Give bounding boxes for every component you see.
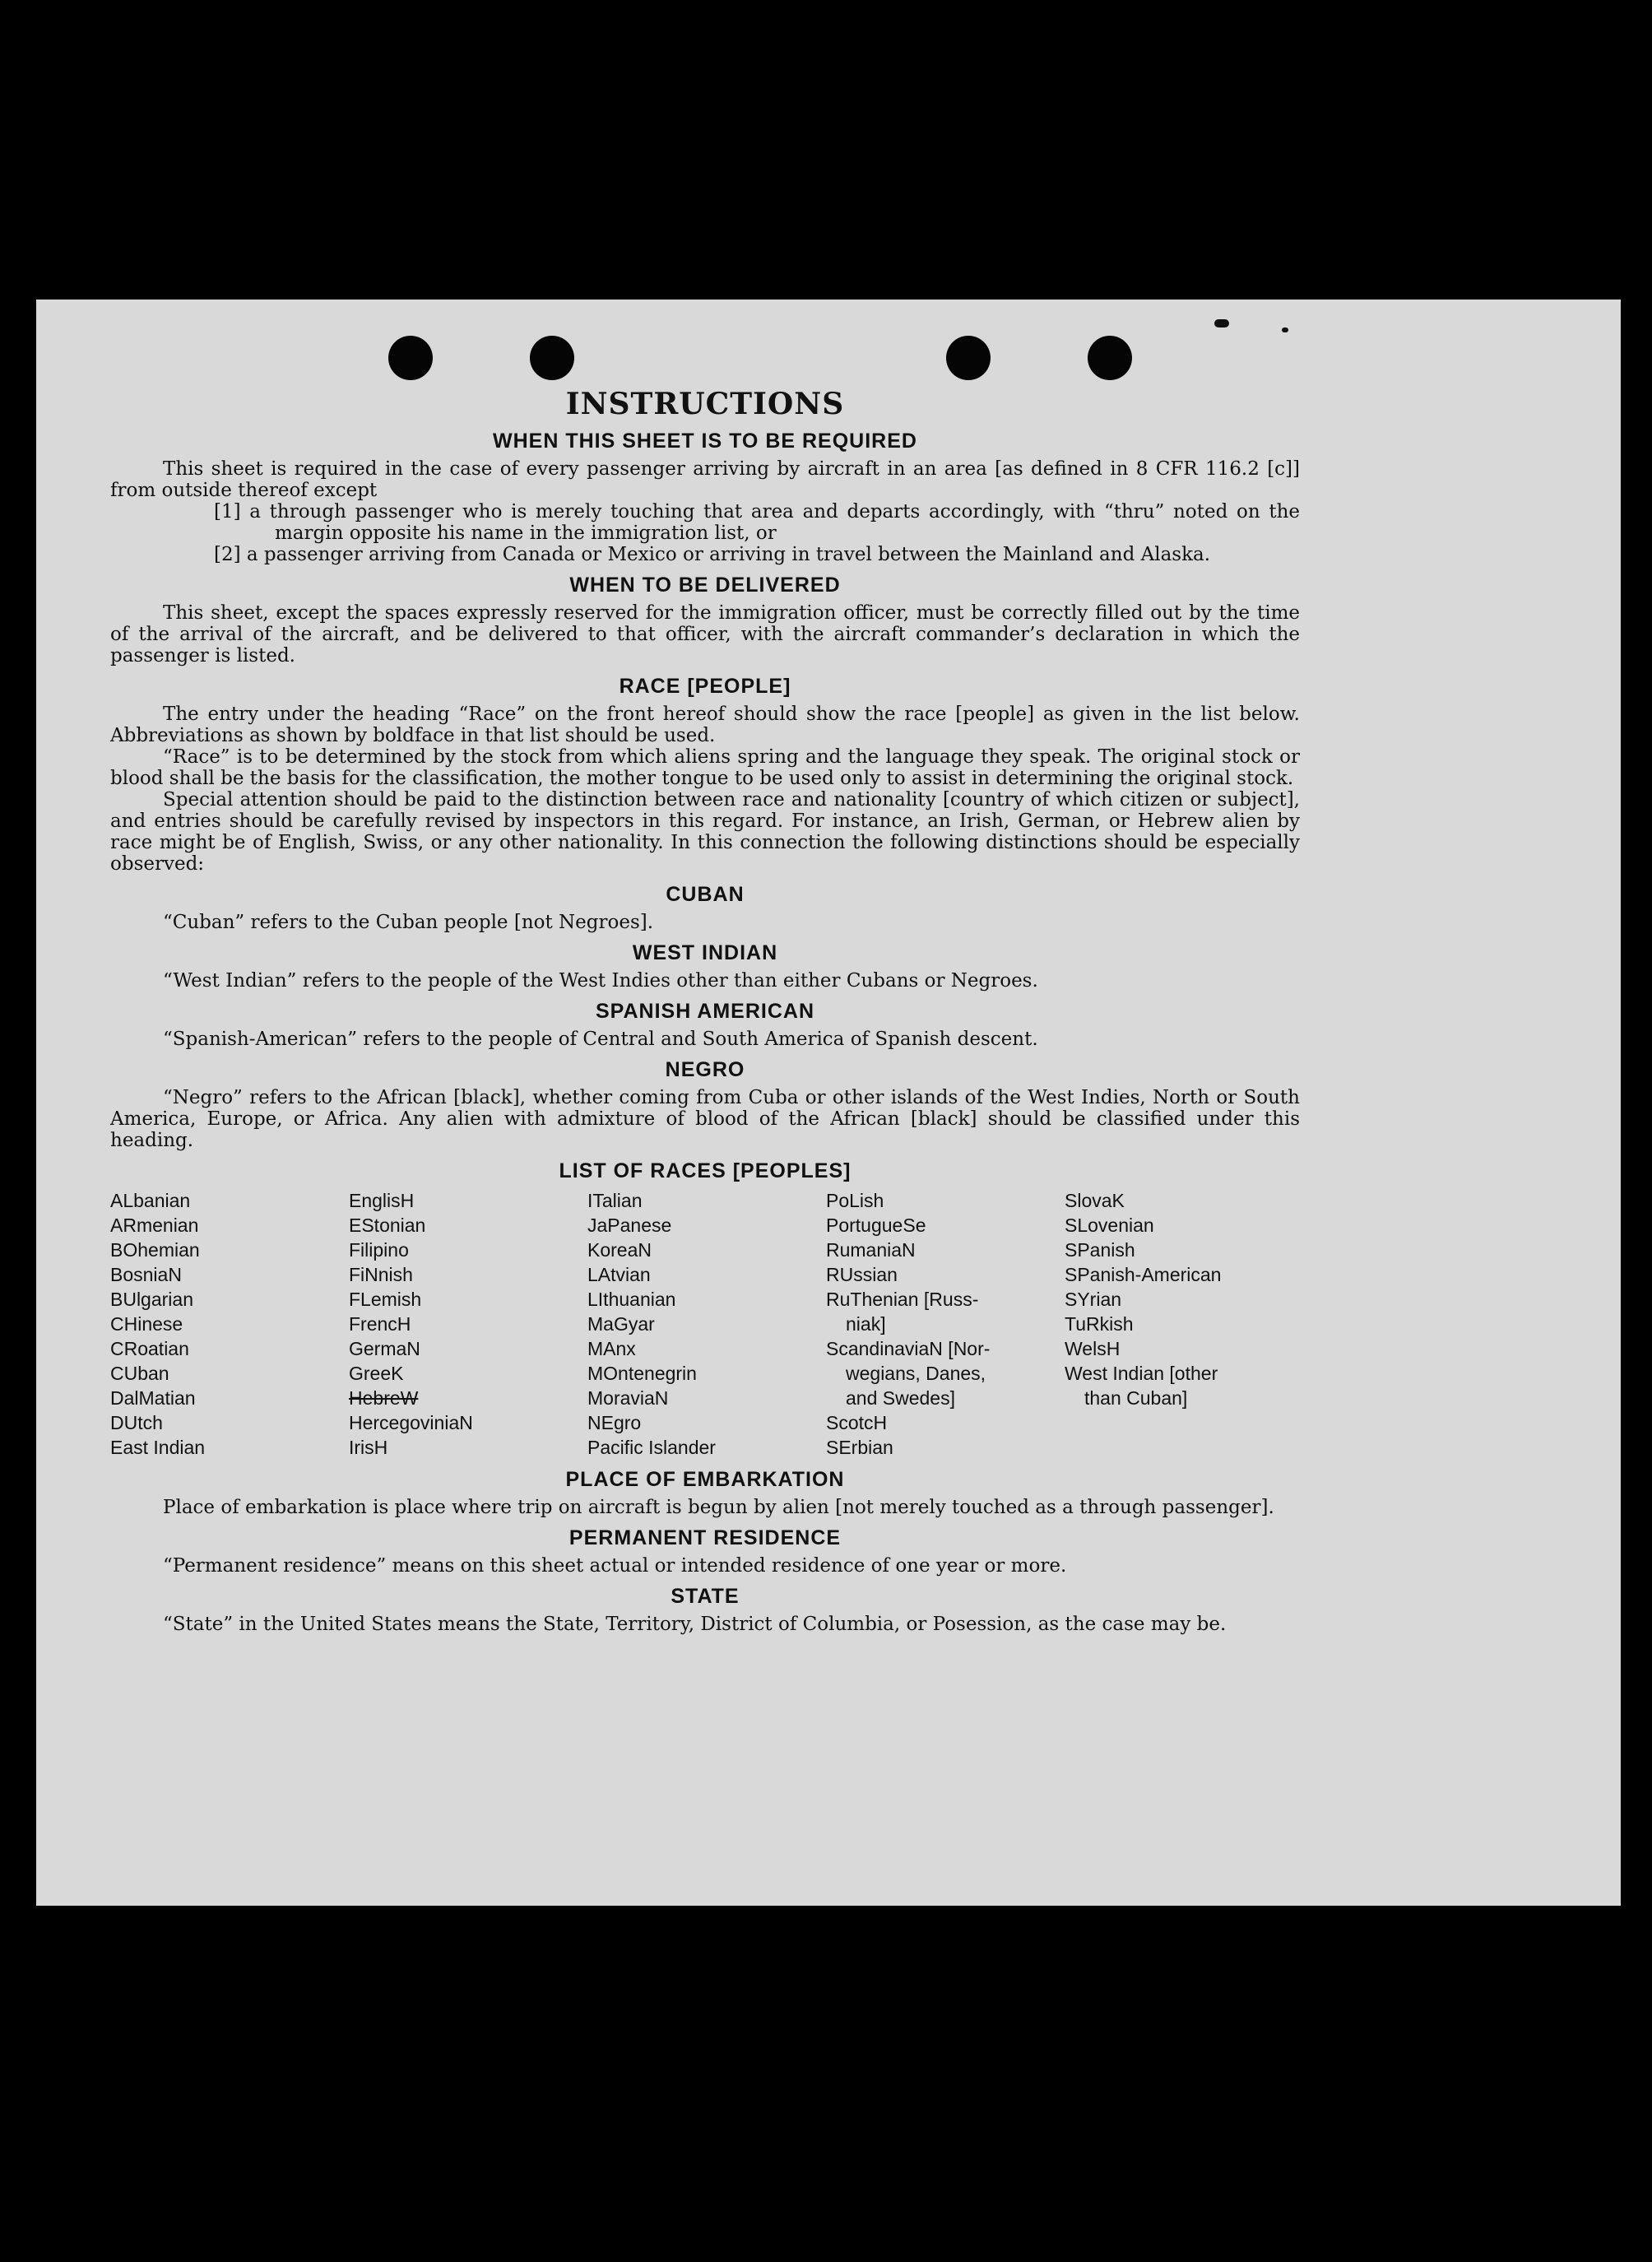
race-item: ScotcH (826, 1412, 888, 1433)
race-item: FiNnish (349, 1264, 413, 1285)
page-title: INSTRUCTIONS (565, 387, 845, 421)
race-item: FLemish (349, 1289, 422, 1310)
race-item: SPanish (1065, 1239, 1135, 1261)
race-item: SLovenian (1065, 1215, 1154, 1236)
race-item: CHinese (110, 1313, 183, 1335)
race-item: Pacific Islander (587, 1437, 716, 1458)
race-item: KoreaN (587, 1239, 652, 1261)
race-item: Filipino (349, 1239, 409, 1261)
list-item: [1] a through passenger who is merely touching that area and departs accordingly, with “thru” noted on the margin opposite his name in the immigration list, or (214, 501, 1300, 544)
section-heading: RACE [PEOPLE] (619, 675, 791, 698)
race-item: BUlgarian (110, 1289, 193, 1310)
race-item: GermaN (349, 1338, 420, 1359)
race-item: EnglisH (349, 1190, 415, 1211)
race-item: SErbian (826, 1437, 893, 1458)
races-column (1065, 1188, 1303, 1460)
section-heading: WHEN TO BE DELIVERED (569, 574, 841, 597)
race-item: DalMatian (110, 1387, 196, 1409)
race-item: EStonian (349, 1215, 426, 1236)
race-item: niak] (846, 1313, 886, 1335)
paragraph: “Spanish-American” refers to the people of Central and South America of Spanish descent. (163, 1029, 1038, 1050)
race-item: FrencH (349, 1313, 411, 1335)
race-item: SlovaK (1065, 1190, 1125, 1211)
race-item-struck: HebreW (349, 1387, 419, 1409)
race-item: RUssian (826, 1264, 898, 1285)
race-item: WelsH (1065, 1338, 1121, 1359)
race-item: LIthuanian (587, 1289, 676, 1310)
race-item: ScandinaviaN [Nor- (826, 1338, 991, 1359)
race-item: CUban (110, 1363, 169, 1384)
race-item: MoraviaN (587, 1387, 669, 1409)
section-heading: PLACE OF EMBARKATION (565, 1468, 845, 1491)
races-column (349, 1188, 587, 1460)
paragraph: “Permanent residence” means on this sheet actual or intended residence of one year or more. (163, 1555, 1067, 1577)
section-heading: WEST INDIAN (632, 941, 778, 964)
list-item: [2] a passenger arriving from Canada or Mexico or arriving in travel between the Mainland and Alaska. (214, 544, 1211, 565)
race-item: ALbanian (110, 1190, 191, 1211)
document-sheet (36, 300, 1621, 1906)
paragraph: The entry under the heading “Race” on the front hereof should show the race [people] as given in the list below. Abbreviations as shown by boldface in that list should be used. (110, 704, 1300, 746)
paragraph: “Negro” refers to the African [black], whether coming from Cuba or other islands of the West Indies, North or South America, Europe, or Africa. Any alien with admixture of blood of the African [black] should be classified under this heading. (110, 1087, 1300, 1151)
punch-hole (1088, 336, 1132, 380)
race-item: IrisH (349, 1437, 388, 1458)
race-item: BosniaN (110, 1264, 182, 1285)
race-item: West Indian [other (1065, 1363, 1218, 1384)
race-item: East Indian (110, 1437, 206, 1458)
race-item: RuThenian [Russ- (826, 1289, 979, 1310)
race-item: CRoatian (110, 1338, 189, 1359)
race-item: MAnx (587, 1338, 636, 1359)
paragraph: “Cuban” refers to the Cuban people [not Negroes]. (163, 912, 654, 933)
paragraph: “State” in the United States means the State, Territory, District of Columbia, or Posession, as the case may be. (163, 1614, 1227, 1635)
race-item: than Cuban] (1084, 1387, 1188, 1409)
race-item: NEgro (587, 1412, 642, 1433)
punch-hole (388, 336, 433, 380)
race-item: BOhemian (110, 1239, 200, 1261)
races-column (110, 1188, 349, 1460)
race-item: PoLish (826, 1190, 884, 1211)
paragraph: “Race” is to be determined by the stock from which aliens spring and the language they speak. The original stock or blood shall be the basis for the classification, the mother tongue to be used only to assist in determining the original stock. (110, 746, 1300, 789)
race-item: MOntenegrin (587, 1363, 697, 1384)
section-heading: SPANISH AMERICAN (595, 1000, 814, 1023)
race-item: TuRkish (1065, 1313, 1134, 1335)
race-item: HercegoviniaN (349, 1412, 473, 1433)
race-item: DUtch (110, 1412, 163, 1433)
ink-mark (1282, 327, 1288, 332)
punch-hole (946, 336, 991, 380)
race-item: and Swedes] (846, 1387, 955, 1409)
races-column (826, 1188, 1065, 1460)
paragraph: This sheet is required in the case of every passenger arriving by aircraft in an area [as defined in 8 CFR 116.2 [c]] from outside thereof except (110, 458, 1300, 501)
punch-hole (530, 336, 574, 380)
section-heading: NEGRO (665, 1058, 745, 1081)
paragraph: Place of embarkation is place where trip on aircraft is begun by alien [not merely touched as a through passenger]. (163, 1497, 1274, 1518)
race-item: LAtvian (587, 1264, 651, 1285)
race-item: SPanish-American (1065, 1264, 1222, 1285)
race-item: RumaniaN (826, 1239, 916, 1261)
ink-mark (1214, 319, 1229, 327)
section-heading: CUBAN (666, 883, 745, 906)
race-item: SYrian (1065, 1289, 1122, 1310)
race-item: ARmenian (110, 1215, 199, 1236)
paragraph: “West Indian” refers to the people of the West Indies other than either Cubans or Negroes. (163, 970, 1038, 992)
paragraph: Special attention should be paid to the distinction between race and nationality [country of which citizen or subject], and entries should be carefully revised by inspectors in this regard. For instance, an Irish, German, or Hebrew alien by race might be of English, Swiss, or any other nationality. In this connection the following distinctions should be especially observed: (110, 789, 1300, 875)
race-item: MaGyar (587, 1313, 655, 1335)
section-heading: PERMANENT RESIDENCE (568, 1526, 842, 1549)
races-heading: LIST OF RACES [PEOPLES] (559, 1159, 852, 1182)
race-item: PortugueSe (826, 1215, 926, 1236)
race-item: JaPanese (587, 1215, 672, 1236)
race-item: wegians, Danes, (846, 1363, 986, 1384)
races-column (587, 1188, 826, 1460)
race-item: ITalian (587, 1190, 643, 1211)
paragraph: This sheet, except the spaces expressly reserved for the immigration officer, must be correctly filled out by the time of the arrival of the aircraft, and be delivered to that officer, with the aircraft commander’s declaration in which the passenger is listed. (110, 602, 1300, 667)
section-heading: STATE (671, 1585, 740, 1608)
races-list (110, 1188, 1300, 1460)
race-item: GreeK (349, 1363, 404, 1384)
section-heading: WHEN THIS SHEET IS TO BE REQUIRED (493, 430, 917, 453)
instructions-content (110, 387, 1300, 1635)
